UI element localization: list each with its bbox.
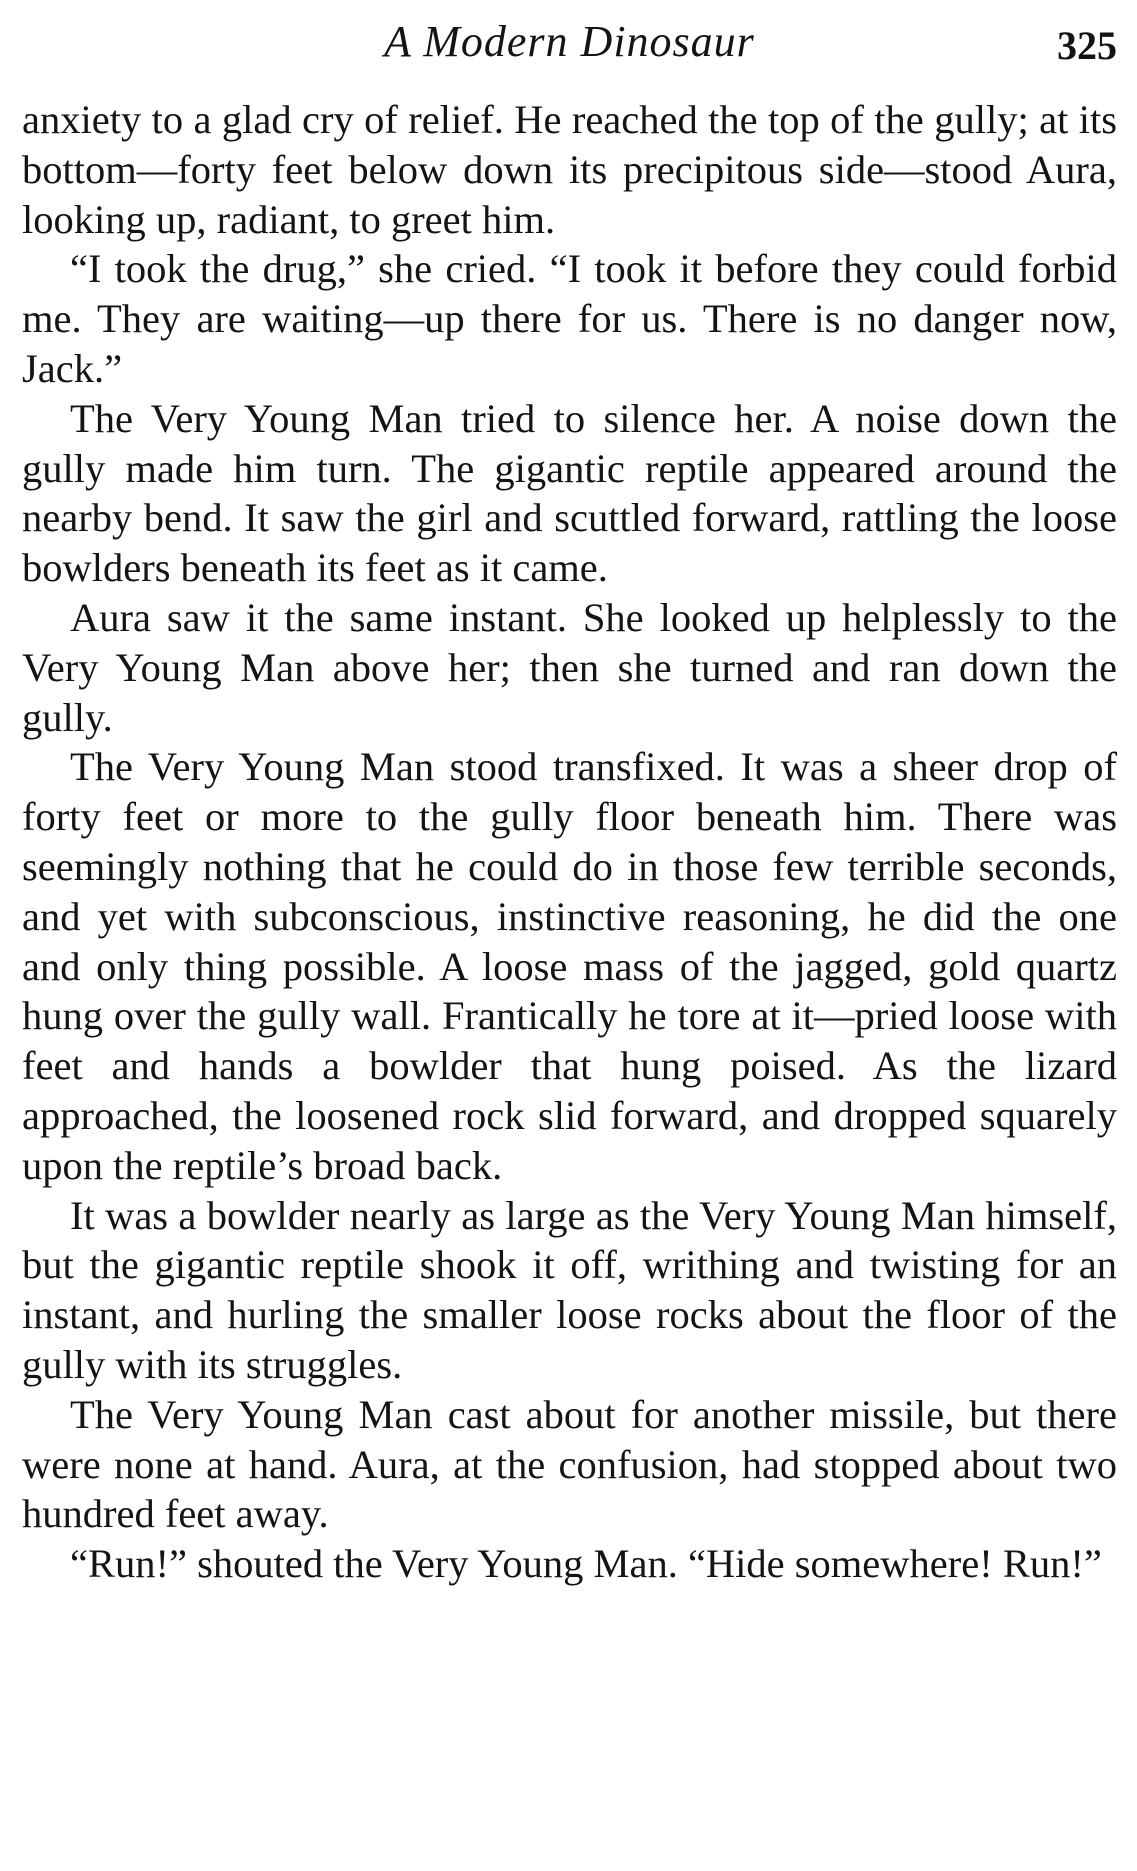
running-title: A Modern Dinosaur (384, 17, 755, 66)
paragraph-2: “I took the drug,” she cried. “I took it before they could forbid me. They are waiting—up there for us. There is no danger now, Jack.” (22, 246, 1117, 391)
paragraph-4: Aura saw it the same instant. She looked up helplessly to the Very Young Man above her; then she turned and ran down the gully. (22, 594, 1117, 740)
body-text (22, 95, 1117, 1589)
paragraph-6: It was a bowlder nearly as large as the Very Young Man himself, but the gigantic reptile shook it off, writhing and twisting for an instant, and hurling the smaller loose rocks about the floor of the gully with its struggles. (22, 1192, 1117, 1387)
paragraph-5: The Very Young Man stood transfixed. It was a sheer drop of forty feet or more to the gully floor beneath him. There was seemingly nothing that he could do in those few terrible seconds, and yet with subconscious, instinctive reasoning, he did the one and only thing possible. A loose mass of the jagged, gold quartz hung over the gully wall. Frantically he tore at it—pried loose with feet and hands a bowlder that hung poised. As the lizard approached, the loosened rock slid forward, and dropped squarely upon the reptile’s broad back. (22, 744, 1117, 1188)
paragraph-3: The Very Young Man tried to silence her. A noise down the gully made him turn. The gigantic reptile appeared around the nearby bend. It saw the girl and scuttled forward, rattling the loose bowlders beneath its feet as it came. (22, 395, 1117, 591)
paragraph-1: anxiety to a glad cry of relief. He reached the top of the gully; at its bottom—forty feet below down its precipitous side—stood Aura, looking up, radiant, to greet him. (22, 97, 1117, 242)
page-header (22, 14, 1117, 74)
paragraph-8: “Run!” shouted the Very Young Man. “Hide somewhere! Run!” (70, 1541, 1102, 1587)
paragraph-7: The Very Young Man cast about for another missile, but there were none at hand. Aura, at the confusion, had stopped about two hundred feet away. (22, 1391, 1117, 1537)
page-number: 325 (1057, 23, 1117, 68)
